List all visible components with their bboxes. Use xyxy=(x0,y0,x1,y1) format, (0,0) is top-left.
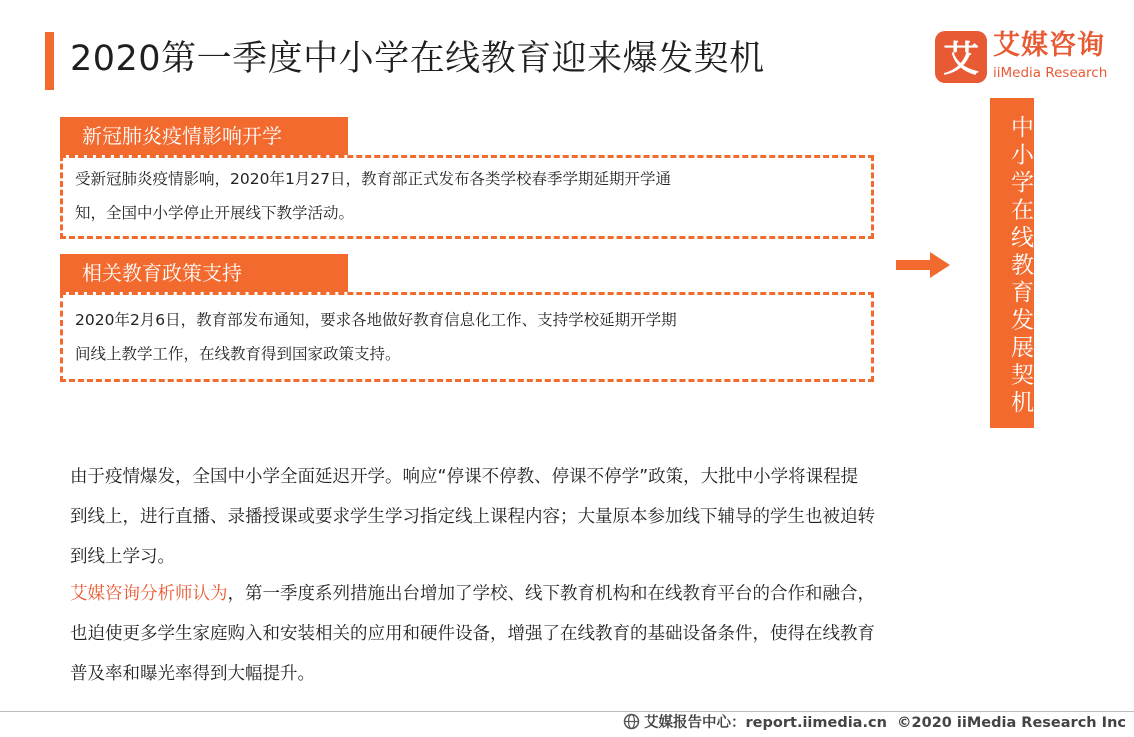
iimedia-logo xyxy=(935,31,1120,87)
footer-source-url[interactable]: report.iimedia.cn xyxy=(745,715,887,731)
footer-source-label: 艾媒报告中心： xyxy=(644,715,746,731)
logo-name-cn: 艾媒咨询 xyxy=(993,30,1105,61)
logo-mark-glyph: 艾 xyxy=(942,39,980,80)
section-box-policy xyxy=(60,292,874,382)
footer-copyright: ©2020 iiMedia Research Inc xyxy=(897,715,1126,731)
section-line: 间线上教学工作，在线教育得到国家政策支持。 xyxy=(75,345,401,363)
footer xyxy=(623,713,1126,733)
globe-icon xyxy=(623,713,640,730)
iimedia-logo-icon xyxy=(935,31,987,83)
section-line: 受新冠肺炎疫情影响，2020年1月27日，教育部正式发布各类学校春季学期延期开学通 xyxy=(75,170,672,188)
footer-divider xyxy=(0,711,1134,712)
title-accent-bar xyxy=(45,32,54,90)
section-tag-epidemic: 新冠肺炎疫情影响开学 xyxy=(60,117,348,155)
paragraph-line: 普及率和曝光率得到大幅提升。 xyxy=(70,664,315,684)
section-tag-policy: 相关教育政策支持 xyxy=(60,254,348,292)
paragraph-line: 也迫使更多学生家庭购入和安装相关的应用和硬件设备，增强了在线教育的基础设备条件，使得在线教育 xyxy=(70,624,875,644)
logo-name-en: iiMedia Research xyxy=(993,65,1108,81)
paragraph-line xyxy=(70,574,1060,614)
paragraph-line: 到线上，进行直播、录播授课或要求学生学习指定线上课程内容；大量原本参加线下辅导的学生也被迫转 xyxy=(70,507,875,527)
analyst-lead: 艾媒咨询分析师认为 xyxy=(70,584,228,604)
body-paragraph-1 xyxy=(70,457,1060,577)
section-line: 知，全国中小学停止开展线下教学活动。 xyxy=(75,204,355,222)
paragraph-line-text: ，第一季度系列措施出台增加了学校、线下教育机构和在线教育平台的合作和融合， xyxy=(227,584,875,604)
conclusion-vertical-box xyxy=(990,98,1034,428)
section-line: 2020年2月6日，教育部发布通知，要求各地做好教育信息化工作、支持学校延期开学期 xyxy=(75,311,677,329)
paragraph-line: 由于疫情爆发，全国中小学全面延迟开学。响应“停课不停教、停课不停学”政策，大批中小学将课程提 xyxy=(70,467,859,487)
paragraph-line: 到线上学习。 xyxy=(70,547,175,567)
section-box-epidemic xyxy=(60,155,874,239)
body-paragraph-2 xyxy=(70,574,1060,694)
arrow-right-icon xyxy=(896,250,952,280)
page-title: 2020第一季度中小学在线教育迎来爆发契机 xyxy=(70,39,765,79)
conclusion-text: 中小学在线教育发展契机 xyxy=(1007,114,1033,418)
